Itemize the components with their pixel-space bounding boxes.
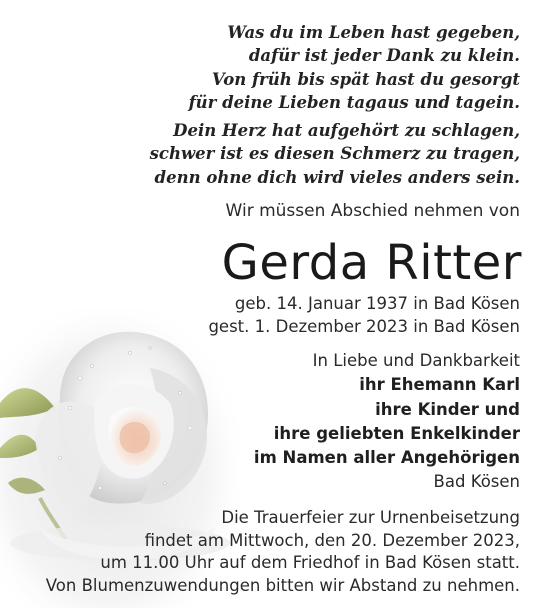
mourner-line: im Namen aller Angehörigen [253, 448, 520, 468]
birth-date: geb. 14. Januar 1937 in Bad Kösen [234, 294, 520, 313]
poem-line: schwer ist es diesen Schmerz zu tragen, [149, 144, 520, 164]
mourners-block [254, 349, 520, 470]
life-dates [208, 293, 520, 338]
poem-stanza-1 [189, 21, 520, 114]
poem-stanza-2 [150, 119, 520, 189]
funeral-line: um 11.00 Uhr auf dem Friedhof in Bad Kösen statt. [100, 553, 520, 573]
poem-line: Was du im Leben hast gegeben, [227, 23, 520, 42]
poem-line: Von früh bis spät hast du gesorgt [211, 69, 520, 89]
deceased-name: Gerda Ritter [221, 235, 522, 291]
mourners-intro: In Liebe und Dankbarkeit [312, 351, 520, 370]
poem-line: denn ohne dich wird vieles anders sein. [154, 167, 520, 187]
mourner-line: ihr Ehemann Karl [359, 375, 520, 395]
death-date: gest. 1. Dezember 2023 in Bad Kösen [208, 316, 520, 336]
mourner-line: ihre geliebten Enkelkinder [273, 423, 520, 443]
place-name: Bad Kösen [433, 472, 520, 491]
poem-line: dafür ist jeder Dank zu klein. [248, 46, 520, 66]
mourner-line: ihre Kinder und [375, 399, 520, 419]
funeral-line: findet am Mittwoch, den 20. Dezember 2023, [144, 530, 520, 550]
poem-line: für deine Lieben tagaus und tagein. [188, 92, 520, 112]
farewell-intro: Wir müssen Abschied nehmen von [225, 201, 520, 221]
poem-line: Dein Herz hat aufgehört zu schlagen, [173, 121, 520, 140]
funeral-line: Von Blumenzuwendungen bitten wir Abstand zu nehmen. [45, 575, 520, 595]
funeral-line: Die Trauerfeier zur Urnenbeisetzung [221, 508, 520, 527]
funeral-info [46, 507, 520, 597]
